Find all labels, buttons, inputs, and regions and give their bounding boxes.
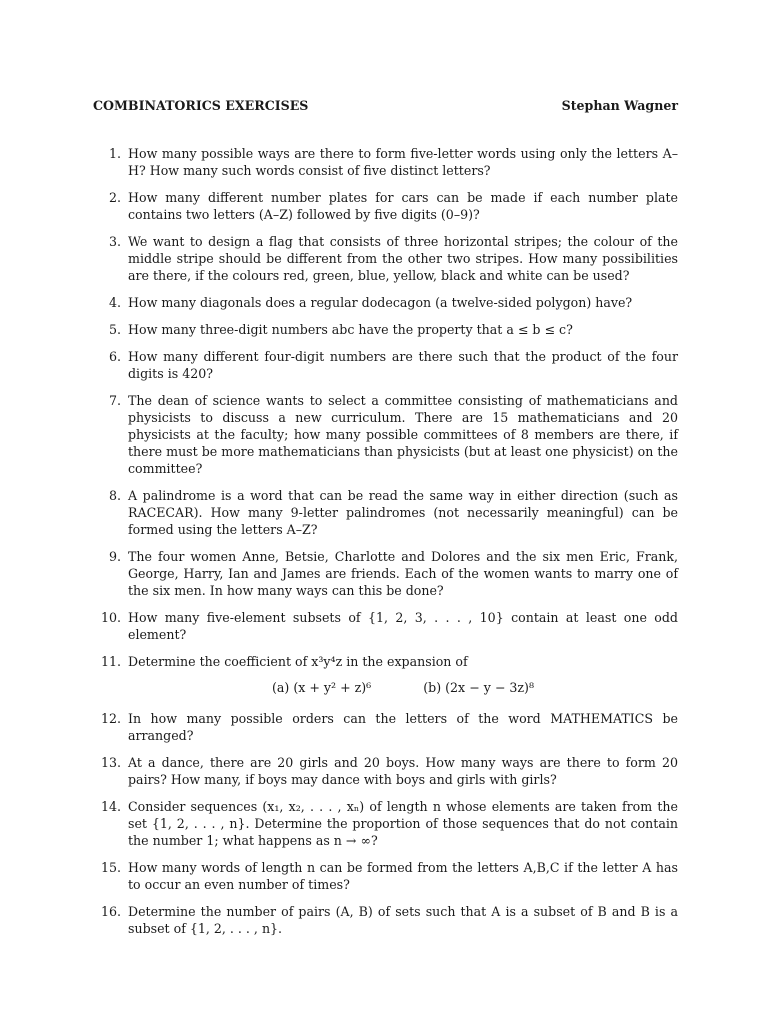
expansion-part-b: (b) (2x − y − 3z)⁸ <box>423 680 534 695</box>
exercise-item <box>93 710 678 744</box>
exercise-item <box>93 189 678 223</box>
exercise-text: How many five-element subsets of {1, 2, 3, . . . , 10} contain at least one odd element? <box>128 610 678 642</box>
exercise-number: 8. <box>108 488 121 503</box>
exercise-text: A palindrome is a word that can be read the same way in either direction (such as RACECAR). How many 9-letter palindromes (not necessarily meaningful) can be formed using the letters A–Z? <box>128 488 678 537</box>
exercise-item <box>93 548 678 599</box>
exercise-text: How many diagonals does a regular dodecagon (a twelve-sided polygon) have? <box>128 295 633 310</box>
exercise-text: Determine the number of pairs (A, B) of sets such that A is a subset of B and B is a subset of {1, 2, . . . , n}. <box>128 904 678 936</box>
exercise-text: The dean of science wants to select a committee consisting of mathematicians and physicists to discuss a new curriculum. There are 15 mathematicians and 20 physicists at the faculty; how many possible committees of 8 members are there, if there must be more mathematicians than physicists (but at least one physicist) on the committee? <box>128 393 678 476</box>
page-header <box>93 97 678 114</box>
exercise-item <box>93 754 678 788</box>
exercise-item <box>93 321 678 338</box>
exercise-number: 2. <box>108 190 121 205</box>
exercise-number: 15. <box>100 860 121 875</box>
exercise-item <box>93 859 678 893</box>
exercise-number: 5. <box>108 322 121 337</box>
expansion-part-a: (a) (x + y² + z)⁶ <box>272 680 372 695</box>
exercise-number: 13. <box>100 755 121 770</box>
exercise-text: The four women Anne, Betsie, Charlotte and Dolores and the six men Eric, Frank, George, Harry, Ian and James are friends. Each of the women wants to marry one of the six men. In how many ways can this be done? <box>128 549 678 598</box>
expansion-parts <box>128 679 678 696</box>
exercise-number: 6. <box>108 349 121 364</box>
document-author: Stephan Wagner <box>561 98 678 113</box>
exercise-item <box>93 609 678 643</box>
exercise-item <box>93 145 678 179</box>
exercise-item <box>93 294 678 311</box>
exercise-text: How many different four-digit numbers are there such that the product of the four digits is 420? <box>128 349 678 381</box>
exercise-number: 1. <box>108 146 121 161</box>
exercise-number: 14. <box>100 799 121 814</box>
exercise-number: 3. <box>108 234 121 249</box>
exercise-text: How many three-digit numbers abc have the property that a ≤ b ≤ c? <box>128 322 573 337</box>
exercise-text: Consider sequences (x₁, x₂, . . . , xₙ) of length n whose elements are taken from the set {1, 2, . . . , n}. Determine the proportion of those sequences that do not contain the number 1; what happens as n → ∞? <box>128 799 678 848</box>
exercise-item <box>93 487 678 538</box>
exercise-item <box>93 392 678 477</box>
exercise-text: How many different number plates for cars can be made if each number plate contains two letters (A–Z) followed by five digits (0–9)? <box>128 190 678 222</box>
exercise-number: 12. <box>100 711 121 726</box>
exercise-number: 4. <box>108 295 121 310</box>
exercise-body <box>128 653 678 700</box>
exercise-item <box>93 348 678 382</box>
exercise-number: 16. <box>100 904 121 919</box>
exercise-text: In how many possible orders can the letters of the word MATHEMATICS be arranged? <box>128 711 678 743</box>
exercise-list <box>93 145 678 937</box>
exercise-item <box>93 233 678 284</box>
exercise-text: How many words of length n can be formed from the letters A,B,C if the letter A has to occur an even number of times? <box>128 860 678 892</box>
exercise-text: We want to design a flag that consists of three horizontal stripes; the colour of the middle stripe should be different from the other two stripes. How many possibilities are there, if the colours red, green, blue, yellow, black and white can be used? <box>128 234 678 283</box>
exercise-number: 11. <box>100 654 121 669</box>
exercise-number: 9. <box>108 549 121 564</box>
exercise-item <box>93 798 678 849</box>
exercise-item <box>93 653 678 700</box>
exercise-number: 10. <box>100 610 121 625</box>
exercise-number: 7. <box>108 393 121 408</box>
exercise-item <box>93 903 678 937</box>
document-title: COMBINATORICS EXERCISES <box>93 98 309 113</box>
exercise-text: How many possible ways are there to form five-letter words using only the letters A–H? How many such words consist of five distinct letters? <box>128 146 678 178</box>
exercise-text: At a dance, there are 20 girls and 20 boys. How many ways are there to form 20 pairs? How many, if boys may dance with boys and girls with girls? <box>128 755 678 787</box>
exercise-text: Determine the coefficient of x³y⁴z in the expansion of <box>128 654 468 669</box>
